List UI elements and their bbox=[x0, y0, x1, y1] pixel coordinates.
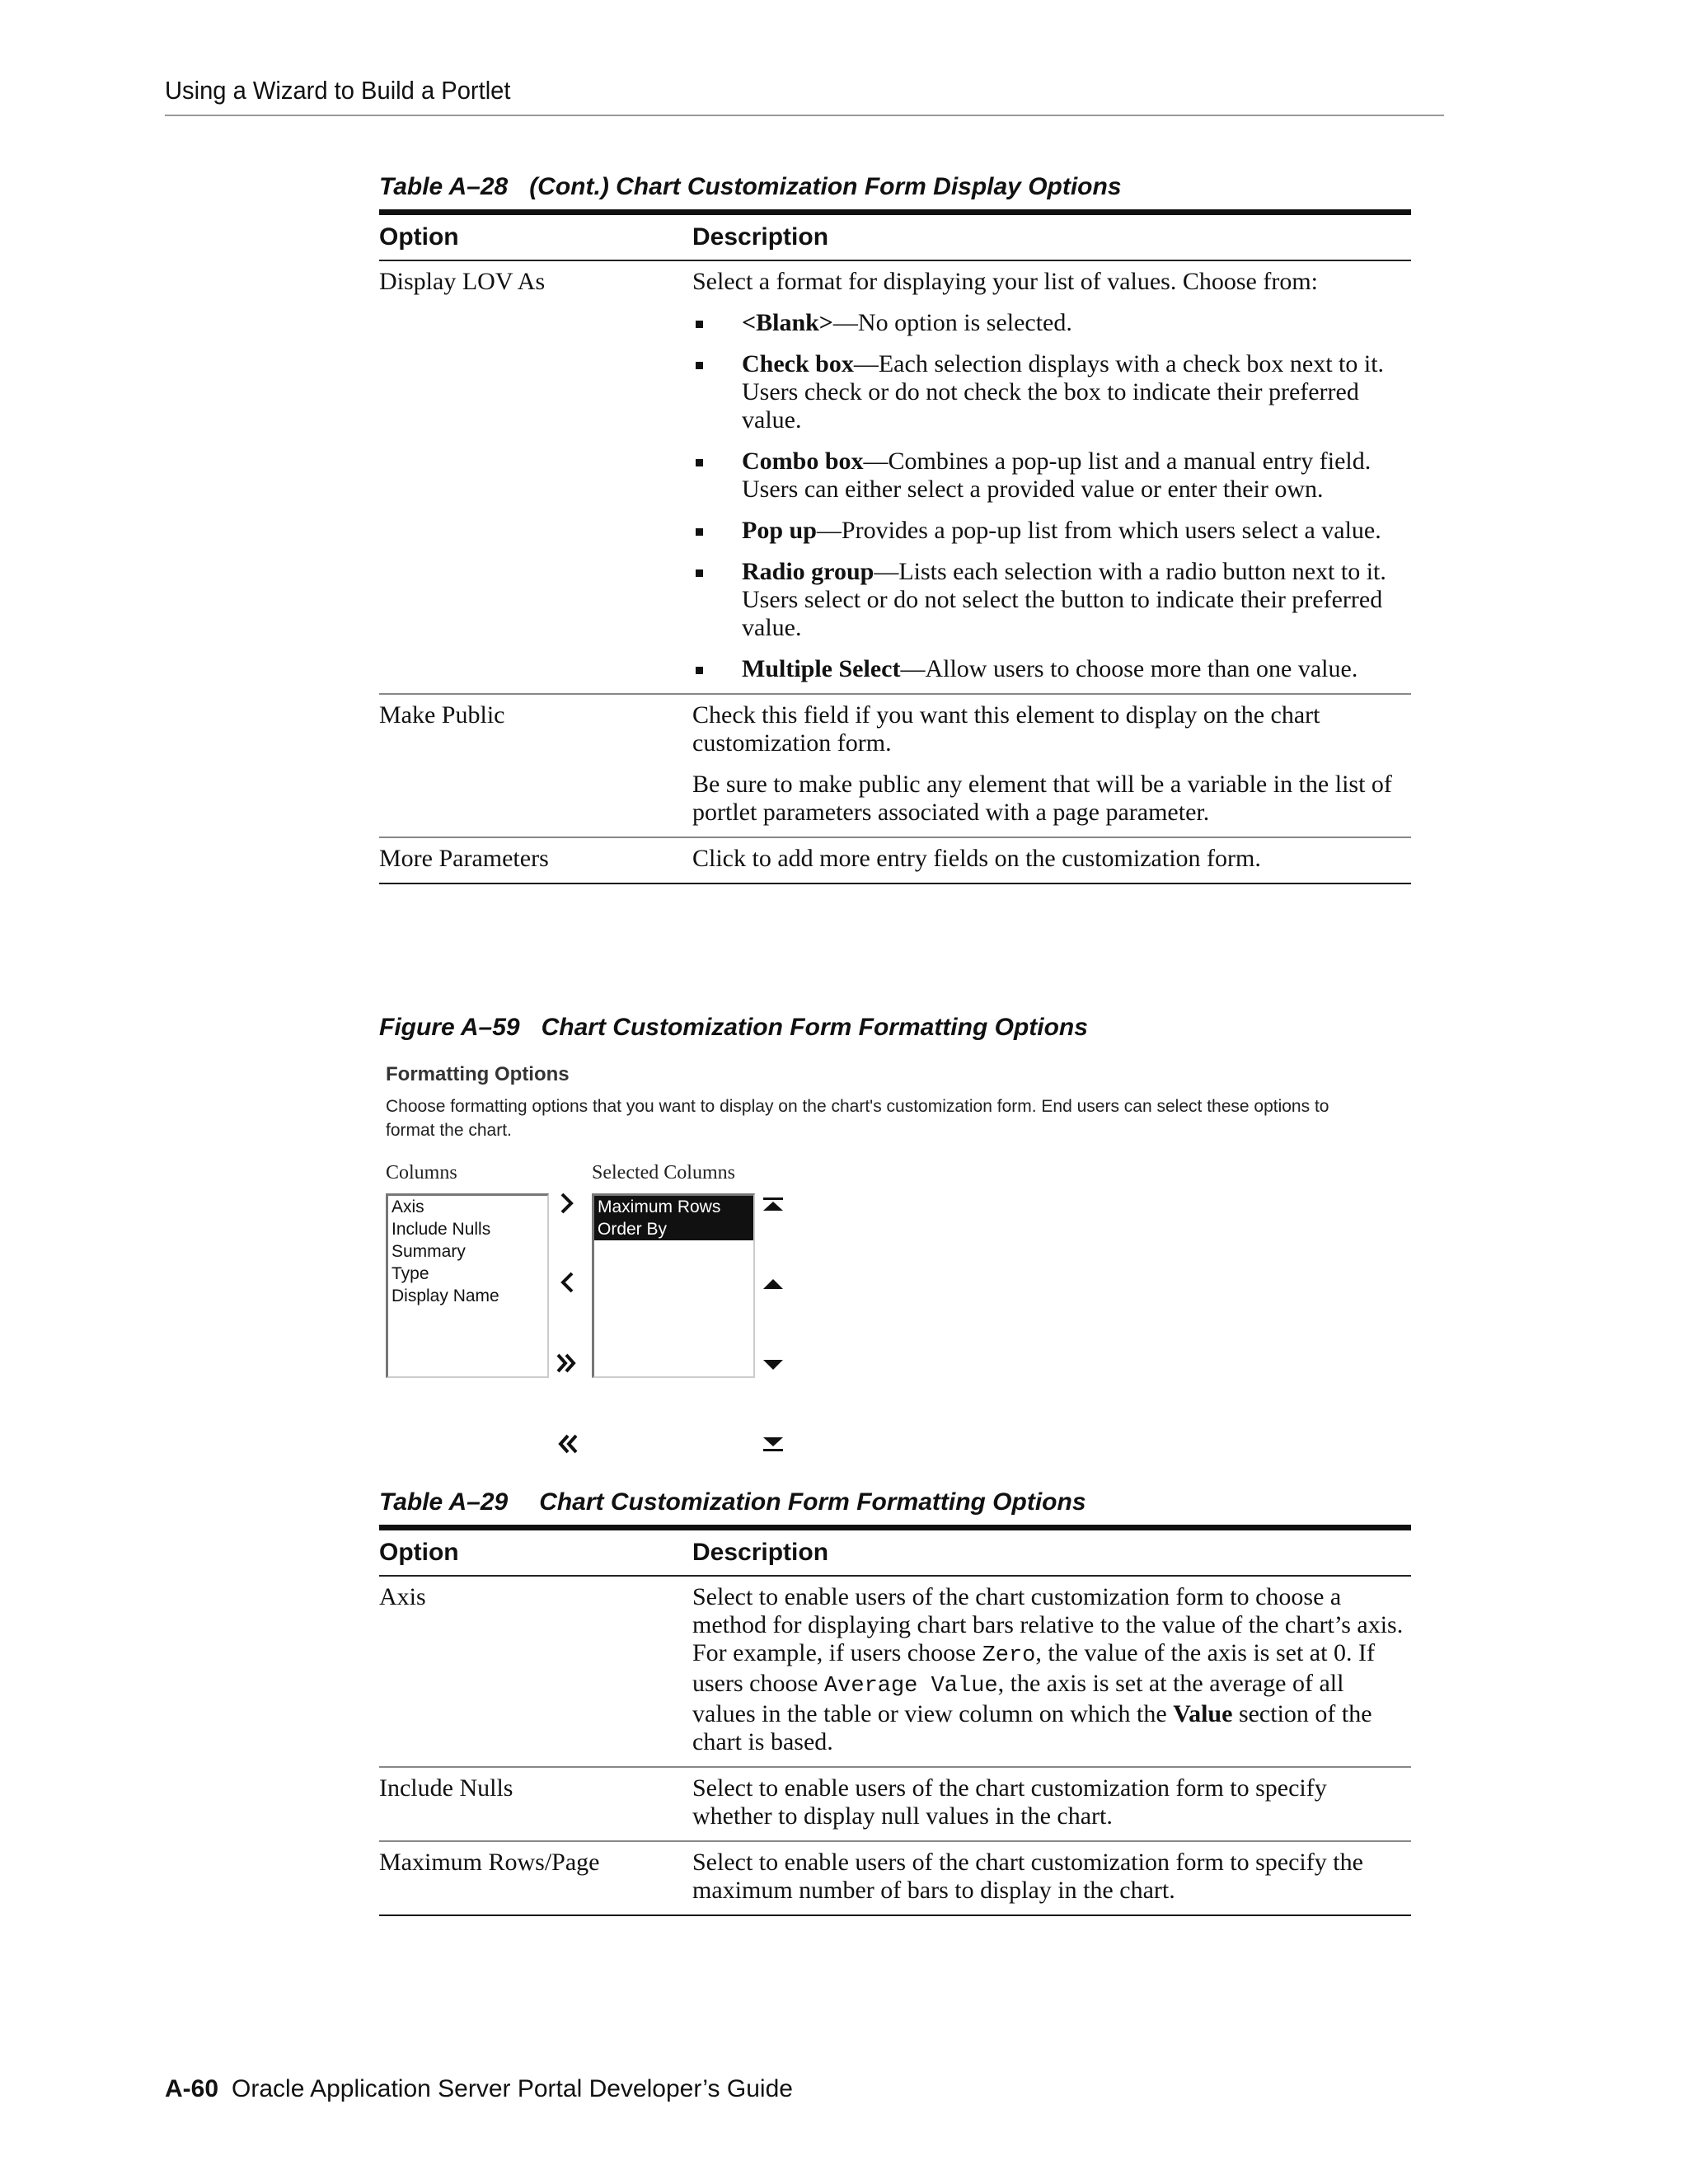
move-left-button[interactable] bbox=[551, 1266, 584, 1299]
figure-a59-number: Figure A–59 bbox=[379, 1014, 520, 1041]
list-item bbox=[692, 558, 1411, 642]
formatting-options-title: Formatting Options bbox=[386, 1063, 570, 1085]
bullet-icon bbox=[696, 528, 703, 536]
bullet-list bbox=[692, 309, 1411, 683]
table-a28-caption bbox=[379, 173, 1122, 201]
move-all-right-button[interactable] bbox=[551, 1347, 584, 1380]
option-cell: Include Nulls bbox=[379, 1774, 513, 1802]
move-up-button[interactable] bbox=[757, 1268, 790, 1301]
list-item[interactable]: Axis bbox=[392, 1197, 424, 1216]
bullet-term: Multiple Select bbox=[742, 655, 901, 682]
table-a28-title: (Cont.) Chart Customization Form Display Options bbox=[529, 173, 1122, 200]
description-para bbox=[692, 1583, 1411, 1756]
move-all-right-icon bbox=[555, 1352, 579, 1375]
table-header-row bbox=[379, 215, 1411, 261]
running-head: Using a Wizard to Build a Portlet bbox=[165, 76, 511, 105]
list-item bbox=[692, 350, 1411, 434]
description-text: , the axis is set at the average of all values in the table or view column on which the bbox=[692, 1670, 1344, 1727]
bullet-icon bbox=[696, 362, 703, 369]
selected-columns-listbox[interactable] bbox=[592, 1193, 755, 1378]
table-a29 bbox=[379, 1525, 1411, 1916]
formatting-options-figure bbox=[379, 1063, 1418, 1459]
description-intro: Select a format for displaying your list of values. Choose from: bbox=[692, 268, 1319, 295]
bullet-term: Pop up bbox=[742, 517, 817, 544]
move-bottom-button[interactable] bbox=[757, 1427, 790, 1460]
header-description: Description bbox=[692, 1539, 829, 1566]
description-cell bbox=[692, 268, 1411, 683]
table-row bbox=[379, 1768, 1411, 1842]
description-text: section of the chart is based. bbox=[692, 1700, 1372, 1755]
bullet-icon bbox=[696, 667, 703, 674]
table-a28-number: Table A–28 bbox=[379, 173, 509, 200]
table-top-rule bbox=[379, 1525, 1411, 1530]
columns-label: Columns bbox=[386, 1162, 457, 1183]
list-item[interactable]: Type bbox=[392, 1264, 429, 1283]
table-a28 bbox=[379, 209, 1411, 884]
table-row bbox=[379, 261, 1411, 695]
header-option: Option bbox=[379, 223, 459, 251]
list-item[interactable]: Display Name bbox=[392, 1286, 499, 1305]
description-para: Select to enable users of the chart customization form to specify the maximum number of bars to display in the chart. bbox=[692, 1849, 1363, 1904]
table-header-row bbox=[379, 1530, 1411, 1577]
bullet-text: —No option is selected. bbox=[832, 309, 1072, 336]
bullet-icon bbox=[696, 569, 703, 577]
bullet-icon bbox=[696, 459, 703, 466]
move-up-icon bbox=[762, 1277, 785, 1291]
columns-listbox[interactable] bbox=[386, 1193, 549, 1378]
list-item bbox=[692, 517, 1411, 545]
description-text: Select to enable users of the chart customization form to choose a method for displaying chart bars relative to the value of the chart’s axis. For example, if users choose bbox=[692, 1583, 1404, 1666]
option-cell: More Parameters bbox=[379, 845, 549, 872]
move-all-left-button[interactable] bbox=[551, 1427, 584, 1460]
bullet-term: <Blank> bbox=[742, 309, 833, 336]
description-para: Be sure to make public any element that will be a variable in the list of portlet parameters associated with a page parameter. bbox=[692, 771, 1392, 826]
description-cell bbox=[692, 1849, 1411, 1905]
table-a29-number: Table A–29 bbox=[379, 1488, 509, 1516]
figure-a59-caption bbox=[379, 1014, 1088, 1042]
list-item bbox=[692, 655, 1411, 683]
bold-term-value: Value bbox=[1173, 1700, 1233, 1727]
table-row bbox=[379, 695, 1411, 838]
move-top-icon bbox=[762, 1196, 785, 1214]
formatting-options-description: Choose formatting options that you want to display on the chart's customization form. End users can select these options to format the chart. bbox=[386, 1097, 1329, 1140]
code-average-value: Average Value bbox=[823, 1674, 998, 1699]
page-number: A-60 bbox=[165, 2075, 219, 2102]
list-item[interactable]: Summary bbox=[392, 1242, 466, 1261]
move-right-icon bbox=[558, 1192, 576, 1215]
description-cell bbox=[692, 1774, 1411, 1830]
header-option: Option bbox=[379, 1539, 459, 1566]
bullet-term: Check box bbox=[742, 350, 854, 377]
option-cell: Maximum Rows/Page bbox=[379, 1849, 600, 1876]
bullet-term: Combo box bbox=[742, 448, 864, 475]
description-cell bbox=[692, 701, 1411, 827]
table-a29-caption bbox=[379, 1488, 1086, 1516]
code-zero: Zero bbox=[982, 1643, 1036, 1668]
table-a29-title: Chart Customization Form Formatting Options bbox=[539, 1488, 1086, 1516]
bullet-icon bbox=[696, 321, 703, 328]
move-bottom-icon bbox=[762, 1435, 785, 1453]
selected-columns-label: Selected Columns bbox=[592, 1162, 735, 1183]
list-item[interactable]: Maximum Rows bbox=[594, 1196, 753, 1218]
bullet-text: —Lists each selection with a radio button next to it. Users select or do not select the button to indicate their preferred value. bbox=[742, 558, 1386, 641]
list-item[interactable]: Include Nulls bbox=[392, 1220, 491, 1239]
move-top-button[interactable] bbox=[757, 1188, 790, 1221]
description-para: Check this field if you want this element to display on the chart customization form. bbox=[692, 701, 1320, 757]
description-cell bbox=[692, 1583, 1411, 1756]
list-item bbox=[692, 309, 1411, 337]
description-para: Click to add more entry fields on the customization form. bbox=[692, 845, 1261, 872]
table-row bbox=[379, 838, 1411, 884]
bullet-text: —Provides a pop-up list from which users select a value. bbox=[816, 517, 1381, 544]
header-description: Description bbox=[692, 223, 829, 251]
bullet-text: —Each selection displays with a check box next to it. Users check or do not check the box to indicate their preferred value. bbox=[742, 350, 1385, 434]
bullet-text: —Combines a pop-up list and a manual entry field. Users can either select a provided value or enter their own. bbox=[742, 448, 1372, 503]
table-row bbox=[379, 1842, 1411, 1916]
book-title: Oracle Application Server Portal Developer’s Guide bbox=[232, 2075, 793, 2102]
option-cell: Display LOV As bbox=[379, 268, 546, 295]
move-down-button[interactable] bbox=[757, 1348, 790, 1381]
bullet-text: —Allow users to choose more than one value. bbox=[900, 655, 1358, 682]
description-para: Select to enable users of the chart customization form to specify whether to display null values in the chart. bbox=[692, 1774, 1327, 1830]
option-cell: Make Public bbox=[379, 701, 505, 729]
list-item bbox=[692, 448, 1411, 504]
move-down-icon bbox=[762, 1357, 785, 1372]
move-all-left-icon bbox=[555, 1432, 579, 1455]
bullet-term: Radio group bbox=[742, 558, 874, 585]
list-item[interactable]: Order By bbox=[594, 1218, 753, 1240]
header-rule bbox=[165, 115, 1444, 116]
figure-a59-title: Chart Customization Form Formatting Options bbox=[541, 1014, 1088, 1041]
description-cell bbox=[692, 845, 1411, 873]
table-top-rule bbox=[379, 209, 1411, 215]
description-text: , the value of the axis is set at 0. If users choose bbox=[692, 1639, 1375, 1697]
move-right-button[interactable] bbox=[551, 1187, 584, 1220]
move-left-icon bbox=[558, 1271, 576, 1294]
table-row bbox=[379, 1577, 1411, 1768]
option-cell: Axis bbox=[379, 1583, 426, 1610]
page-footer bbox=[165, 2075, 793, 2103]
